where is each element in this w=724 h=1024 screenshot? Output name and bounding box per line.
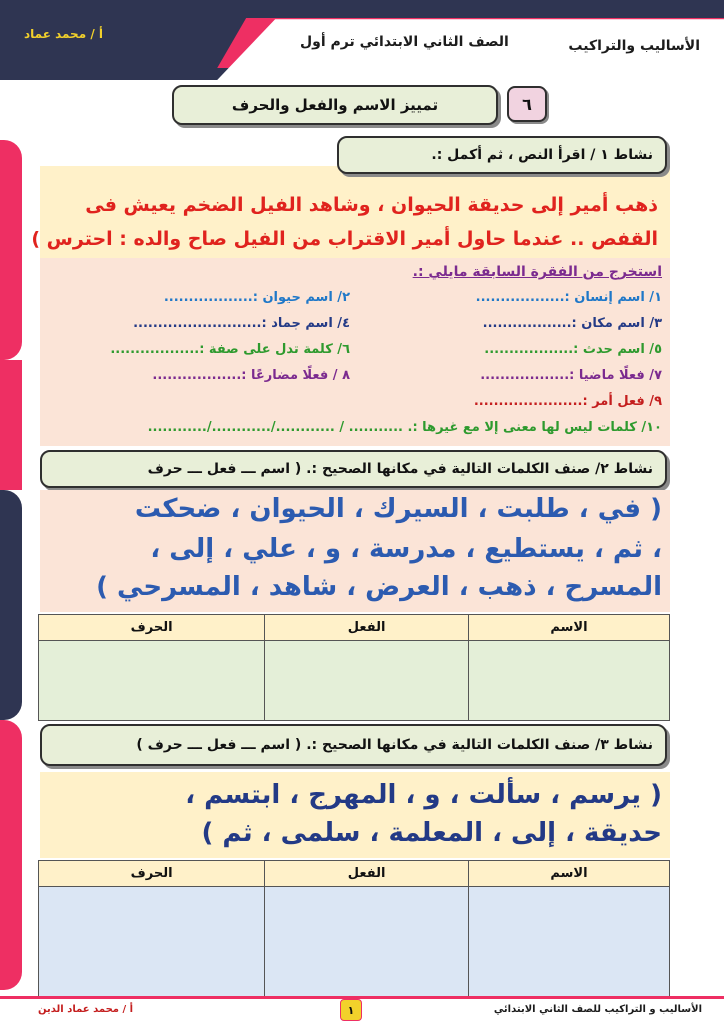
table-2-cell-particle[interactable] xyxy=(39,641,265,721)
table-2-cell-noun[interactable] xyxy=(468,641,669,721)
activity-2-heading: نشاط ٢/ صنف الكلمات التالية في مكانها الصحيح :. ( اسم ـــ فعل ـــ حرف xyxy=(40,450,667,488)
question-8[interactable]: ٨ / فعلًا مضارعًا :.................. xyxy=(152,368,350,383)
extract-heading: استخرج من الفقرة السابقة مايلي :. xyxy=(412,264,662,280)
word-bank-2-line-1: ( في ، طلبت ، السيرك ، الحيوان ، ضحكت xyxy=(134,494,662,524)
word-bank-2-line-3: المسرح ، ذهب ، العرض ، شاهد ، المسرحي ) xyxy=(96,572,662,602)
extraction-exercise xyxy=(40,258,670,446)
table-3-cell-particle[interactable] xyxy=(39,887,265,997)
activity-1-heading: نشاط ١ / اقرأ النص ، ثم أكمل :. xyxy=(337,136,667,174)
classification-table-3 xyxy=(38,860,670,997)
classification-table-2 xyxy=(38,614,670,721)
table-2-col-particle: الحرف xyxy=(39,615,265,641)
word-bank-3 xyxy=(40,772,670,858)
question-3[interactable]: ٣/ اسم مكان :.................. xyxy=(482,316,662,331)
word-bank-2 xyxy=(40,490,670,612)
word-bank-3-line-2: حديقة ، إلى ، المعلمة ، سلمى ، ثم ) xyxy=(201,818,662,848)
table-3-col-particle: الحرف xyxy=(39,861,265,887)
footer-teacher: أ / محمد عماد الدين xyxy=(38,1004,134,1015)
passage-line-2: القفص .. عندما حاول أمير الاقتراب من الفيل صاح والده : احترس ) xyxy=(31,228,658,250)
side-stripe-pink-mid xyxy=(0,360,22,490)
header-subject: الأساليب والتراكيب xyxy=(568,38,700,54)
table-2-cell-verb[interactable] xyxy=(265,641,469,721)
question-1[interactable]: ١/ اسم إنسان :.................. xyxy=(475,290,662,305)
header-grade: الصف الثاني الابتدائي ترم أول xyxy=(300,34,509,50)
lesson-title: تمييز الاسم والفعل والحرف xyxy=(172,85,498,125)
side-stripe-pink-top xyxy=(0,140,22,360)
question-5[interactable]: ٥/ اسم حدث :.................. xyxy=(484,342,662,357)
question-2[interactable]: ٢/ اسم حيوان :.................. xyxy=(163,290,350,305)
footer-subject: الأساليب و التراكيب للصف الثاني الابتدائي xyxy=(493,1004,702,1015)
table-3-cell-noun[interactable] xyxy=(468,887,669,997)
passage-line-1: ذهب أمير إلى حديقة الحيوان ، وشاهد الفيل الضخم يعيش فى xyxy=(85,194,658,216)
table-3-col-noun: الاسم xyxy=(468,861,669,887)
side-stripe-navy xyxy=(0,490,22,720)
word-bank-2-line-2: ، ثم ، يستطيع ، مدرسة ، و ، علي ، إلى ، xyxy=(150,534,662,564)
table-2-col-verb: الفعل xyxy=(265,615,469,641)
page-number: ١ xyxy=(340,999,362,1021)
question-4[interactable]: ٤/ اسم جماد :.......................... xyxy=(133,316,350,331)
question-6[interactable]: ٦/ كلمة تدل على صفة :.................. xyxy=(110,342,350,357)
activity-3-heading: نشاط ٣/ صنف الكلمات التالية في مكانها الصحيح :. ( اسم ـــ فعل ـــ حرف ) xyxy=(40,724,667,766)
table-2-col-noun: الاسم xyxy=(468,615,669,641)
header-teacher: أ / محمد عماد xyxy=(24,27,103,41)
question-7[interactable]: ٧/ فعلًا ماضيا :.................. xyxy=(480,368,662,383)
reading-passage xyxy=(31,166,670,258)
table-3-cell-verb[interactable] xyxy=(265,887,469,997)
lesson-number: ٦ xyxy=(507,86,547,122)
table-3-col-verb: الفعل xyxy=(265,861,469,887)
word-bank-3-line-1: ( يرسم ، سألت ، و ، المهرج ، ابتسم ، xyxy=(185,780,662,810)
question-10[interactable]: ١٠/ كلمات ليس لها معنى إلا مع غيرها :. ........... / ............/............/............ xyxy=(147,420,662,435)
footer-line xyxy=(0,996,724,999)
question-9[interactable]: ٩/ فعل أمر :...................... xyxy=(473,394,662,409)
side-stripe-pink-bottom xyxy=(0,720,22,990)
